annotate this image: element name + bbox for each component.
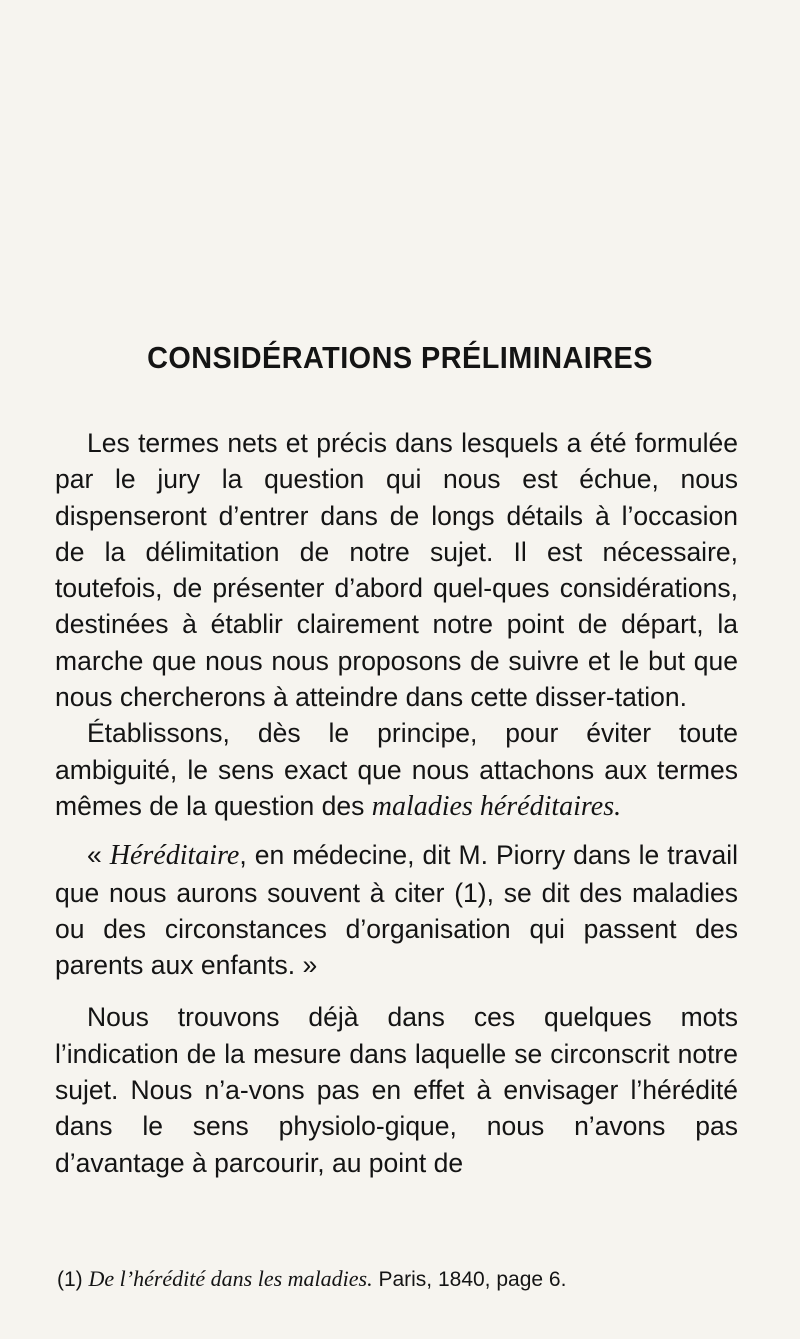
paragraph-2-italic: maladies héréditaires. xyxy=(371,790,622,822)
paragraph-3-text: , en médecine, dit M. Piorry dans le travail que nous aurons souvent à citer (1), se dit des maladies ou des circonstances d’organisation qui passent des parents aux enfants. » xyxy=(55,840,738,981)
footnote xyxy=(57,1266,757,1292)
paragraph-3-quote: « xyxy=(87,840,110,871)
footnote-italic: De l’hérédité dans les maladies. xyxy=(88,1266,373,1291)
paragraph-1: Les termes nets et précis dans lesquels a été formulée par le jury la question qui nous est échue, nous dispenseront d’entrer dans de longs détails à l’occasion de la délimitation de notre sujet. Il est nécessaire, toutefois, de présenter d’abord quel-ques considérations, destinées à établir clairement notre point de départ, la marche que nous nous proposons de suivre et le but que nous chercherons à atteindre dans cette disser-tation. xyxy=(55,428,738,713)
paragraph-4: Nous trouvons déjà dans ces quelques mots l’indication de la mesure dans laquelle se circonscrit notre sujet. Nous n’a-vons pas en effet à envisager l’hérédité dans le sens physiolo-gique, nous n’avons pas d’avantage à parcourir, au point de xyxy=(55,1002,738,1178)
page-title: CONSIDÉRATIONS PRÉLIMINAIRES xyxy=(147,340,653,375)
paragraph-2-text: Établissons, dès le principe, pour éviter toute ambiguité, le sens exact que nous attachons aux termes mêmes de la question des xyxy=(55,718,738,821)
paragraph-3 xyxy=(55,837,738,983)
footnote-marker: (1) xyxy=(57,1268,89,1291)
footnote-text: Paris, 1840, page 6. xyxy=(372,1268,567,1291)
body-text xyxy=(55,425,738,1181)
paragraph-3-italic: Héréditaire xyxy=(109,840,240,872)
paragraph-2 xyxy=(55,715,738,825)
